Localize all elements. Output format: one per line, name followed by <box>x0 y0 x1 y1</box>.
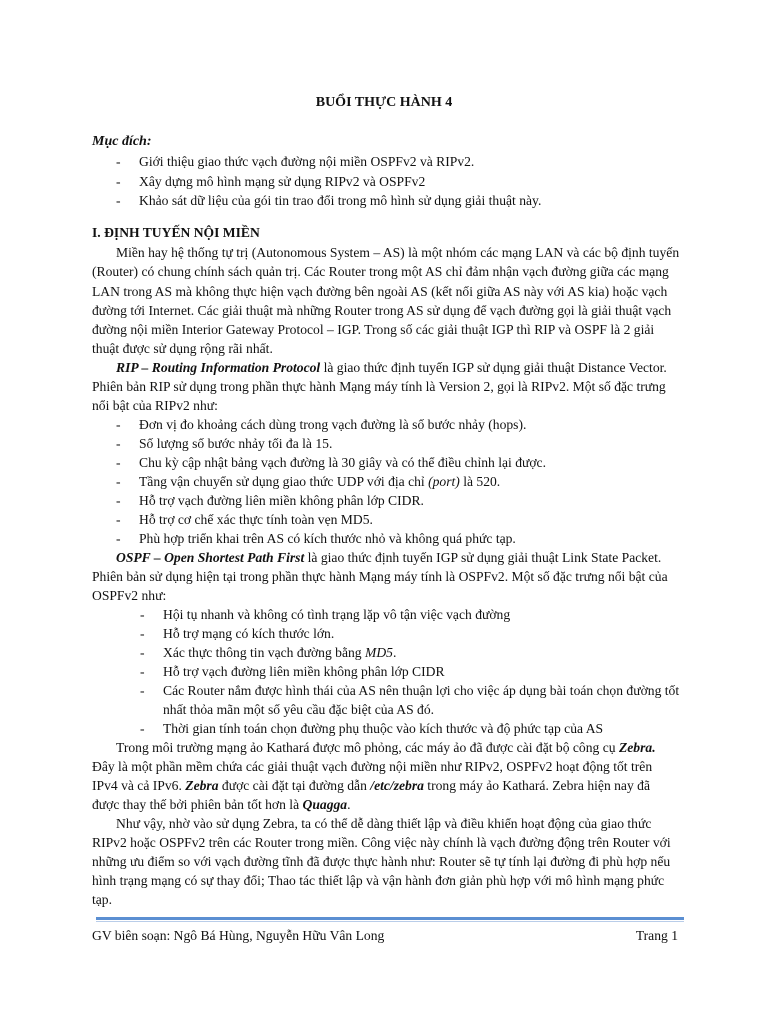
zebra-l3-post: trong máy ảo Kathará. Zebra hiện nay đã <box>423 778 650 793</box>
purpose-item: Xây dựng mô hình mạng sử dụng RIPv2 và OSPFv2 <box>139 174 426 189</box>
zebra-l3-path: /etc/zebra <box>370 778 424 793</box>
ospf-intro-line <box>116 549 661 567</box>
zebra-l4-term: Quagga <box>302 797 348 812</box>
rip-item: Hỗ trợ vạch đường liên miền không phân lớp CIDR. <box>139 493 424 508</box>
ospf-item: Hỗ trợ vạch đường liên miền không phân lớp CIDR <box>163 664 445 679</box>
paragraph-line: (Router) có chung chính sách quản trị. Các Router trong một AS chỉ đảm nhận vạch đường giữa các mạng <box>92 264 669 279</box>
paragraph-line: OSPFv2 như: <box>92 588 167 603</box>
bullet-dash: - <box>116 436 121 451</box>
footer-author: GV biên soạn: Ngô Bá Hùng, Nguyễn Hữu Vân Long <box>92 928 385 943</box>
rip-item: Hỗ trợ cơ chế xác thực tính toàn vẹn MD5. <box>139 512 373 527</box>
zebra-l4-post: . <box>347 797 351 812</box>
rip-udp-post: là 520. <box>459 474 501 489</box>
bullet-dash: - <box>140 721 145 736</box>
rip-item: Phù hợp triển khai trên AS có kích thước nhỏ và không quá phức tạp. <box>139 531 516 546</box>
rip-item: Số lượng số bước nhảy tối đa là 15. <box>139 436 333 451</box>
page-title: BUỔI THỰC HÀNH 4 <box>315 95 453 110</box>
paragraph-line: nổi bật của RIPv2 như: <box>92 398 218 413</box>
zebra-l3-pre: IPv4 và cả IPv6. <box>92 778 186 793</box>
bullet-dash: - <box>116 531 121 546</box>
paragraph-line: đường tới Internet. Các giải thuật mà những Router trong AS sử dụng để vạch đường gọi là giải thuật vạch <box>92 303 672 318</box>
bullet-dash: - <box>116 154 121 169</box>
ospf-md5-post: . <box>392 645 397 660</box>
bullet-dash: - <box>116 174 121 189</box>
zebra-line-2: Đây là một phần mềm chứa các giải thuật vạch đường nội miền như RIPv2, OSPFv2 hoạt động tốt trên <box>92 759 653 774</box>
paragraph-line: những ưu điểm so với vạch đường tĩnh đã được thực hành như: Router sẽ tự tính lại đường đi phù hợp nếu <box>92 854 671 869</box>
bullet-dash: - <box>116 493 121 508</box>
purpose-item: Khảo sát dữ liệu của gói tin trao đổi trong mô hình sử dụng giải thuật này. <box>139 193 542 208</box>
zebra-l1-pre: Trong môi trường mạng ảo Kathará được mô phỏng, các máy ảo đã được cài đặt bộ công cụ <box>116 740 619 755</box>
zebra-line-3 <box>92 777 650 795</box>
paragraph-line: đường nội miền Interior Gateway Protocol – IGP. Trong số các giải thuật IGP thì RIP và OSPF là 2 giải <box>92 322 655 337</box>
ospf-intro-rest: là giao thức định tuyến IGP sử dụng giải thuật Link State Packet. <box>304 550 662 565</box>
ospf-md5-pre: Xác thực thông tin vạch đường bằng <box>163 645 365 660</box>
paragraph-line: Phiên bản sử dụng hiện tại trong phần thực hành Mạng máy tính là OSPFv2. Một số đặc trưng nổi bật của <box>92 569 668 584</box>
bullet-dash: - <box>116 193 121 208</box>
ospf-md5-term: MD5 <box>365 645 393 660</box>
footer-page-number: Trang 1 <box>635 928 678 943</box>
ospf-term: OSPF – Open Shortest Path First <box>116 550 305 565</box>
purpose-heading: Mục đích: <box>92 134 152 149</box>
ospf-item: Hội tụ nhanh và không có tình trạng lặp vô tận việc vạch đường <box>163 607 511 622</box>
paragraph-line: LAN trong AS mà không thực hiện vạch đường bên ngoài AS (kết nối giữa AS này với AS kia) hoặc vạch <box>92 284 668 299</box>
bullet-dash: - <box>116 512 121 527</box>
paragraph-line: hình trạng mạng có sự thay đổi; Thao tác thiết lập và vận hành đơn giản phù hợp với mô hình mạng phức <box>92 873 665 888</box>
rip-intro-rest: là giao thức định tuyến IGP sử dụng giải thuật Distance Vector. <box>320 360 667 375</box>
footer-rule-shadow <box>96 921 684 922</box>
zebra-l3-mid: được cài đặt tại đường dẫn <box>218 778 371 793</box>
rip-term: RIP – Routing Information Protocol <box>116 360 321 375</box>
bullet-dash: - <box>116 455 121 470</box>
bullet-dash: - <box>140 683 145 698</box>
footer-rule <box>96 917 684 920</box>
section-heading: I. ĐỊNH TUYẾN NỘI MIỀN <box>92 225 260 240</box>
ospf-item-md5 <box>163 644 396 662</box>
zebra-l3-term: Zebra <box>185 778 219 793</box>
paragraph-line: Phiên bản RIP sử dụng trong phần thực hành Mạng máy tính là Version 2, gọi là RIPv2. Một số đặc trưng <box>92 379 666 394</box>
paragraph-line: thuật được sử dụng rộng rãi nhất. <box>92 341 273 356</box>
bullet-dash: - <box>140 607 145 622</box>
zebra-line-4 <box>92 796 351 814</box>
paragraph-line: tạp. <box>92 892 113 907</box>
rip-item: Đơn vị đo khoảng cách dùng trong vạch đường là số bước nhảy (hops). <box>139 417 527 432</box>
ospf-item: Thời gian tính toán chọn đường phụ thuộc vào kích thước và độ phức tạp của AS <box>163 721 604 736</box>
ospf-item: Hỗ trợ mạng có kích thước lớn. <box>163 626 335 641</box>
bullet-dash: - <box>140 664 145 679</box>
bullet-dash: - <box>140 645 145 660</box>
zebra-l1-term: Zebra. <box>618 740 656 755</box>
ospf-item-continuation: nhất thỏa mãn một số yêu cầu đặc biệt của AS đó. <box>163 702 435 717</box>
paragraph-line: Miền hay hệ thống tự trị (Autonomous System – AS) là một nhóm các mạng LAN và các bộ định tuyến <box>116 245 680 260</box>
rip-udp-port: (port) <box>428 474 460 489</box>
rip-intro-line <box>116 359 667 377</box>
purpose-item: Giới thiệu giao thức vạch đường nội miền OSPFv2 và RIPv2. <box>139 154 475 169</box>
rip-item-udp <box>139 473 500 491</box>
rip-item: Chu kỳ cập nhật bảng vạch đường là 30 giây và có thể điều chỉnh lại được. <box>139 455 546 470</box>
paragraph-line: Như vậy, nhờ vào sử dụng Zebra, ta có thể dễ dàng thiết lập và điều khiển hoạt động của giao thức <box>116 816 652 831</box>
rip-udp-pre: Tầng vận chuyển sử dụng giao thức UDP với địa chỉ <box>139 474 429 489</box>
ospf-item: Các Router nắm được hình thái của AS nên thuận lợi cho việc áp dụng bài toán chọn đường tốt <box>163 683 680 698</box>
bullet-dash: - <box>116 417 121 432</box>
zebra-l4-pre: được thay thế bởi phiên bản tốt hơn là <box>92 797 303 812</box>
paragraph-line: RIPv2 hoặc OSPFv2 trên các Router trong miền. Công việc này chính là vạch đường động trên Router với <box>92 835 671 850</box>
bullet-dash: - <box>140 626 145 641</box>
zebra-line-1 <box>116 739 656 757</box>
bullet-dash: - <box>116 474 121 489</box>
